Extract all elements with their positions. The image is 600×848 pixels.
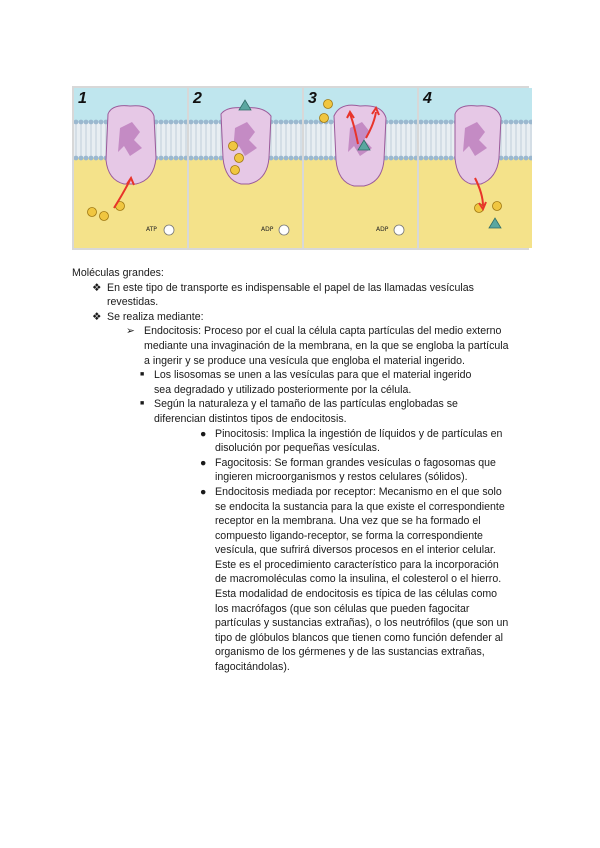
lipid-head [524,156,529,161]
arrow-bullet-icon: ➢ [126,325,135,338]
diamond-bullet-icon: ❖ [92,281,102,294]
lipid-head [89,120,94,125]
bullet-line: Se realiza mediante: [107,310,204,323]
lipid-head [174,120,179,125]
bullet-line: Endocitosis mediada por receptor: Mecanismo en el que solo [215,485,502,498]
lipid-head [519,120,524,125]
diamond-bullet-icon: ❖ [92,310,102,323]
bullet-line: En este tipo de transporte es indispensable el papel de las llamadas vesículas [107,281,474,294]
bullet-line: ingieren microorganismos y restos celulares (sólidos). [215,471,468,484]
bullet-line: organismo de los gérmenes y de las sustancias extrañas, [215,646,485,659]
lipid-head [409,120,414,125]
lipid-head [424,120,429,125]
bullet-line: tipo de glóbulos blancos que tienen como función defender al [215,631,504,644]
square-item [72,368,532,397]
bullet-line: sea degradado y utilizado posteriormente por la célula. [154,383,412,396]
bullet-line: fagocitándolas). [215,661,290,674]
panel-number: 4 [423,90,432,107]
lipid-head [329,156,334,161]
lipid-head [439,120,444,125]
lipid-head [289,156,294,161]
bullet-line: a ingerir y se produce una vesícula que engloba el material ingerido. [144,354,465,367]
lipid-head [434,120,439,125]
bullet-line: Endocitosis: Proceso por el cual la célula capta partículas del medio externo [144,325,502,338]
bullet-line: Fagocitosis: Se forman grandes vesículas o fagosomas que [215,456,496,469]
lipid-head [79,156,84,161]
panel-number: 3 [308,90,317,107]
lipid-head [214,120,219,125]
panel-illustration [419,88,532,248]
panel-illustration [304,88,417,248]
lipid-head [519,156,524,161]
solute-particle [235,154,244,163]
dot-bullet-icon: ● [200,485,207,498]
bullet-line: Esta modalidad de endocitosis es típica de las células como [215,588,498,601]
bullet-line: los macrófagos (que son células que pueden fagocitar [215,602,470,615]
lipid-head [179,156,184,161]
bullet-line: vesícula, que sufrirá diversos procesos en el interior celular. [215,544,496,557]
lipid-head [294,156,299,161]
solute-particle [88,208,97,217]
lipid-head [514,120,519,125]
panel-illustration [74,88,187,248]
lipid-head [164,156,169,161]
lipid-head [284,156,289,161]
bullet-line: receptor en la membrana. Una vez que se ha formado el [215,515,481,528]
lipid-head [329,120,334,125]
lipid-head [399,156,404,161]
type-item [72,456,532,485]
lipid-head [394,120,399,125]
lipid-head [314,156,319,161]
lipid-head [444,156,449,161]
solute-particle [324,100,333,109]
lipid-head [399,120,404,125]
lipid-head [99,156,104,161]
lipid-head [404,156,409,161]
bullet-line: de macromoléculas como la insulina, el colesterol o el hierro. [215,573,502,586]
bullet-line: Pinocitosis: Implica la ingestión de líquidos y de partículas en [215,427,503,440]
bullet-line: partículas y sustancias extrañas), o los neutrófilos (que son un [215,617,509,630]
lipid-head [279,120,284,125]
bullet-line: compuesto ligando-receptor, se forma la correspondiente [215,529,483,542]
dot-bullet-icon: ● [200,427,207,440]
energy-molecule [164,225,174,235]
square-bullet-icon: ■ [140,400,145,408]
bullet-line: disolución por pequeñas vesículas. [215,442,380,455]
figure-panel [304,88,417,248]
lipid-head [214,156,219,161]
document-body [72,266,532,675]
solute-particle [100,212,109,221]
lipid-head [449,120,454,125]
lipid-head [509,120,514,125]
lipid-head [294,120,299,125]
lipid-head [94,156,99,161]
bullet-line: mediante una invaginación de la membrana, en la que se engloba la partícula [144,339,509,352]
lipid-head [324,156,329,161]
lipid-head [209,156,214,161]
panel-number: 2 [193,90,202,107]
lipid-head [174,156,179,161]
lipid-head [449,156,454,161]
lipid-head [309,156,314,161]
bullet-line: Según la naturaleza y el tamaño de las partículas englobadas se [154,398,458,411]
lipid-head [169,120,174,125]
lipid-head [159,156,164,161]
bullet-line: Este es el procedimiento característico para la incorporación [215,558,499,571]
lipid-head [274,156,279,161]
energy-label: ATP [146,226,157,233]
lipid-head [434,156,439,161]
lipid-head [84,156,89,161]
section-heading: Moléculas grandes: [72,267,164,279]
lipid-head [194,120,199,125]
lipid-head [289,120,294,125]
lipid-head [204,120,209,125]
lipid-head [179,120,184,125]
lipid-head [509,156,514,161]
solute-particle [320,114,329,123]
bullet-line: se endocita la sustancia para la que existe el correspondiente [215,500,505,513]
lipid-head [409,156,414,161]
lipid-head [389,156,394,161]
endocitosis-item [72,324,532,368]
figure-panel [189,88,302,248]
bullet-item [72,281,532,310]
square-bullet-icon: ■ [140,371,145,379]
lipid-head [504,120,509,125]
lipid-head [164,120,169,125]
lipid-head [194,156,199,161]
bullet-line: Los lisosomas se unen a las vesículas para que el material ingerido [154,369,472,382]
lipid-head [504,156,509,161]
figure-panel [74,88,187,248]
solute-particle [229,142,238,151]
lipid-head [444,120,449,125]
energy-molecule [279,225,289,235]
lipid-head [389,120,394,125]
solute-particle [231,166,240,175]
dot-bullet-icon: ● [200,456,207,469]
lipid-head [279,156,284,161]
bullet-line: revestidas. [107,296,159,309]
lipid-head [199,156,204,161]
lipid-head [209,120,214,125]
lipid-head [169,156,174,161]
type-item [72,427,532,456]
lipid-head [204,156,209,161]
lipid-head [84,120,89,125]
lipid-head [284,120,289,125]
lipid-head [79,120,84,125]
transport-figure [72,86,529,250]
lipid-head [94,120,99,125]
energy-label: ADP [261,226,274,233]
panel-number: 1 [78,90,87,107]
lipid-head [159,120,164,125]
lipid-head [274,120,279,125]
lipid-head [514,156,519,161]
lipid-head [429,156,434,161]
panel-illustration [189,88,302,248]
figure-panel [419,88,532,248]
lipid-head [314,120,319,125]
lipid-head [99,120,104,125]
lipid-head [309,120,314,125]
lipid-head [439,156,444,161]
square-item [72,397,532,426]
lipid-head [424,156,429,161]
bullet-line: diferencian distintos tipos de endocitosis. [154,412,347,425]
solute-particle [493,202,502,211]
lipid-head [404,120,409,125]
type-item [72,485,532,675]
lipid-head [319,156,324,161]
energy-molecule [394,225,404,235]
lipid-head [524,120,529,125]
lipid-head [199,120,204,125]
lipid-head [89,156,94,161]
lipid-head [394,156,399,161]
bullet-item [72,310,532,325]
lipid-head [429,120,434,125]
energy-label: ADP [376,226,389,233]
